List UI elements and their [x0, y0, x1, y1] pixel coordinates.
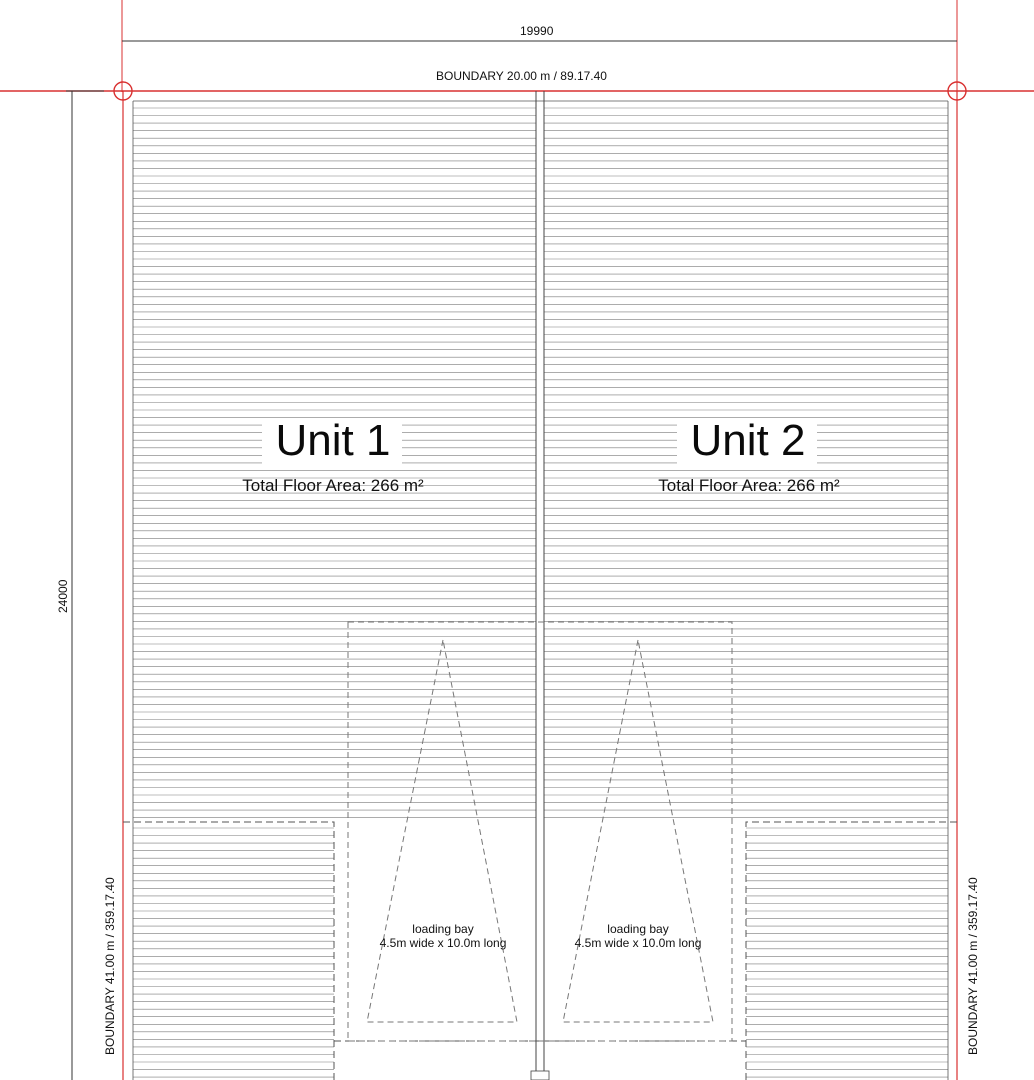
unit-1-bay-triangle [367, 640, 517, 1022]
unit-2-lower-zone-outline [746, 822, 957, 1080]
loading-bay-outlines [348, 622, 732, 1041]
unit-1-lower-zone-outline [123, 822, 334, 1080]
unit-2-title: Unit 2 [690, 416, 806, 465]
unit-1-loading-bay-size: 4.5m wide x 10.0m long [379, 935, 507, 950]
right-boundary-label: BOUNDARY 41.00 m / 359.17.40 [966, 877, 980, 1055]
unit-1-loading-bay-name: loading bay [412, 922, 474, 936]
left-boundary-label: BOUNDARY 41.00 m / 359.17.40 [103, 877, 117, 1055]
unit-2-lower-hatching [746, 828, 948, 1077]
unit-2-floor-area: Total Floor Area: 266 m² [658, 476, 840, 495]
party-wall-end [531, 1071, 549, 1080]
unit-1-loading-bay-label [380, 923, 507, 951]
unit-1-lower-hatching [133, 828, 334, 1077]
unit-2-loading-bay-size: 4.5m wide x 10.0m long [574, 935, 702, 950]
unit-2-loading-bay-label [575, 923, 702, 951]
loading-bay-zone [348, 622, 732, 1041]
unit-2-bay-triangle [563, 640, 713, 1022]
top-width-dimension: 19990 [520, 24, 554, 38]
unit-1-floor-area: Total Floor Area: 266 m² [242, 476, 424, 495]
unit-1-title: Unit 1 [275, 416, 391, 465]
top-boundary-label: BOUNDARY 20.00 m / 89.17.40 [436, 69, 607, 83]
unit-2-loading-bay-name: loading bay [607, 922, 669, 936]
side-height-dimension: 24000 [56, 579, 70, 613]
